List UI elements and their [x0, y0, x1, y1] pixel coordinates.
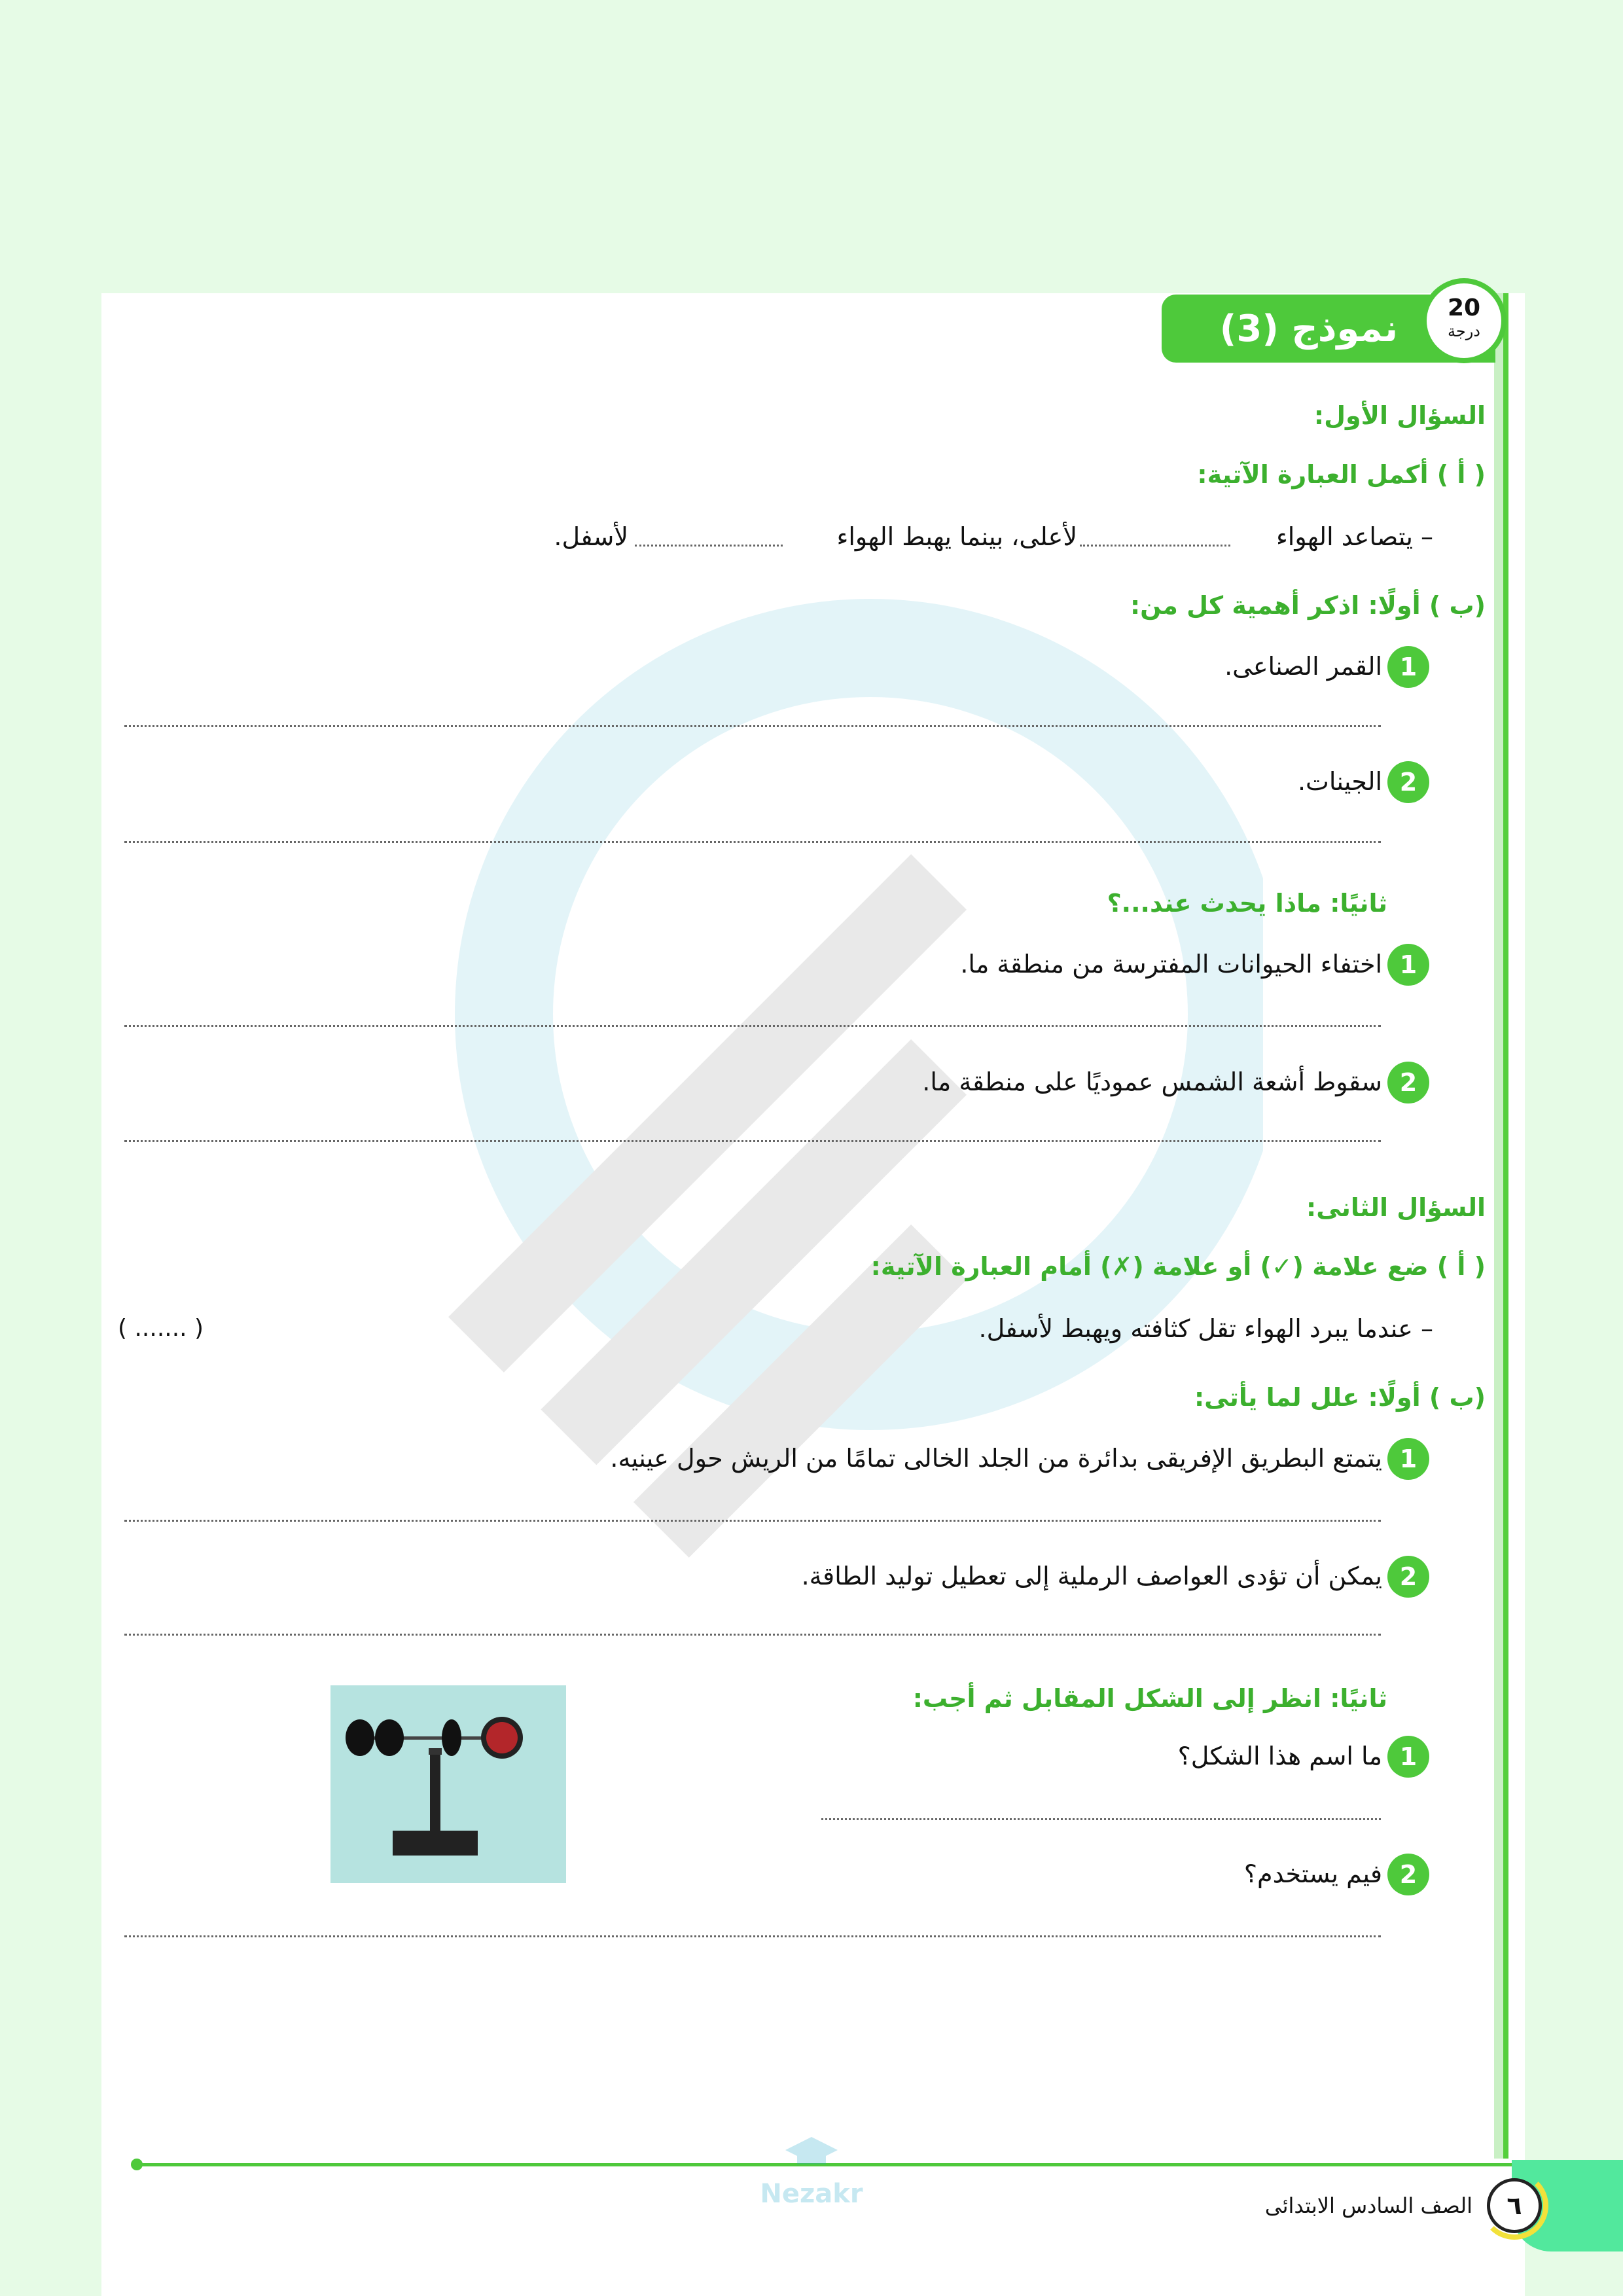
- answer-line[interactable]: [124, 841, 1381, 843]
- grade-label: الصف السادس الابتدائى: [1264, 2193, 1472, 2218]
- score-badge: [1421, 278, 1507, 363]
- svg-text:Nezakr: Nezakr: [760, 2179, 863, 2209]
- fill-blank-1[interactable]: [1080, 545, 1230, 547]
- list-item: سقوط أشعة الشمس عموديًا على منطقة ما.: [922, 1067, 1382, 1096]
- answer-line[interactable]: [124, 1140, 1381, 1142]
- watermark-logo: [281, 589, 1263, 1702]
- answer-line[interactable]: [124, 1634, 1381, 1636]
- list-item: اختفاء الحيوانات المفترسة من منطقة ما.: [960, 950, 1382, 978]
- list-item: فيم يستخدم؟: [1243, 1859, 1382, 1888]
- q2-part-b-second-heading: ثانيًا: انظر إلى الشكل المقابل ثم أجب:: [912, 1684, 1387, 1713]
- page-title: نموذج (3): [1219, 308, 1399, 350]
- answer-line[interactable]: [124, 725, 1381, 727]
- q1-part-a-suffix: لأسفل.: [554, 522, 628, 551]
- q1-part-a-heading: ( أ ) أكمل العبارة الآتية:: [1197, 460, 1486, 489]
- question-2-heading: السؤال الثانى:: [1306, 1193, 1486, 1222]
- answer-line[interactable]: [821, 1818, 1381, 1820]
- item-number-badge: 2: [1387, 1854, 1429, 1895]
- answer-line[interactable]: [124, 1520, 1381, 1522]
- page-number: ٦: [1487, 2178, 1542, 2233]
- answer-box[interactable]: ( ....... ): [118, 1315, 204, 1342]
- publisher-logo: [726, 2111, 897, 2222]
- q1-part-a-prefix: – يتصاعد الهواء: [1275, 522, 1433, 551]
- q2-part-a-statement: – عندما يبرد الهواء تقل كثافته ويهبط لأسفل.: [978, 1314, 1433, 1343]
- item-number-badge: 2: [1387, 761, 1429, 803]
- list-item: يمكن أن تؤدى العواصف الرملية إلى تعطيل توليد الطاقة.: [801, 1562, 1382, 1590]
- fill-blank-2[interactable]: [635, 545, 783, 547]
- item-number-badge: 2: [1387, 1556, 1429, 1598]
- list-item: يتمتع البطريق الإفريقى بدائرة من الجلد الخالى تمامًا من الريش حول عينيه.: [610, 1444, 1382, 1473]
- list-item: الجينات.: [1297, 767, 1382, 796]
- answer-line[interactable]: [124, 1935, 1381, 1937]
- q1-part-b-second-heading: ثانيًا: ماذا يحدث عند...؟: [1107, 889, 1387, 918]
- q2-part-a-heading: ( أ ) ضع علامة (✓) أو علامة (✗) أمام العبارة الآتية:: [870, 1252, 1486, 1281]
- item-number-badge: 1: [1387, 1438, 1429, 1480]
- question-1-heading: السؤال الأول:: [1313, 401, 1486, 430]
- item-number-badge: 1: [1387, 646, 1429, 688]
- q1-part-b-first-heading: (ب ) أولًا: اذكر أهمية كل من:: [1130, 591, 1486, 620]
- q2-part-b-first-heading: (ب ) أولًا: علل لما يأتى:: [1194, 1383, 1486, 1412]
- list-item: ما اسم هذا الشكل؟: [1177, 1742, 1382, 1770]
- score-unit: درجة: [1448, 322, 1480, 340]
- footer-divider-dot: [131, 2159, 143, 2170]
- score-value: 20: [1447, 295, 1481, 321]
- page-frame-strip: [1494, 293, 1503, 2159]
- q1-part-a-middle: لأعلى، بينما يهبط الهواء: [836, 522, 1077, 551]
- item-number-badge: 1: [1387, 944, 1429, 986]
- list-item: القمر الصناعى.: [1224, 652, 1382, 681]
- answer-line[interactable]: [124, 1025, 1381, 1027]
- anemometer-image: [330, 1685, 566, 1883]
- item-number-badge: 2: [1387, 1062, 1429, 1103]
- item-number-badge: 1: [1387, 1736, 1429, 1778]
- page-frame-line: [1503, 293, 1508, 2159]
